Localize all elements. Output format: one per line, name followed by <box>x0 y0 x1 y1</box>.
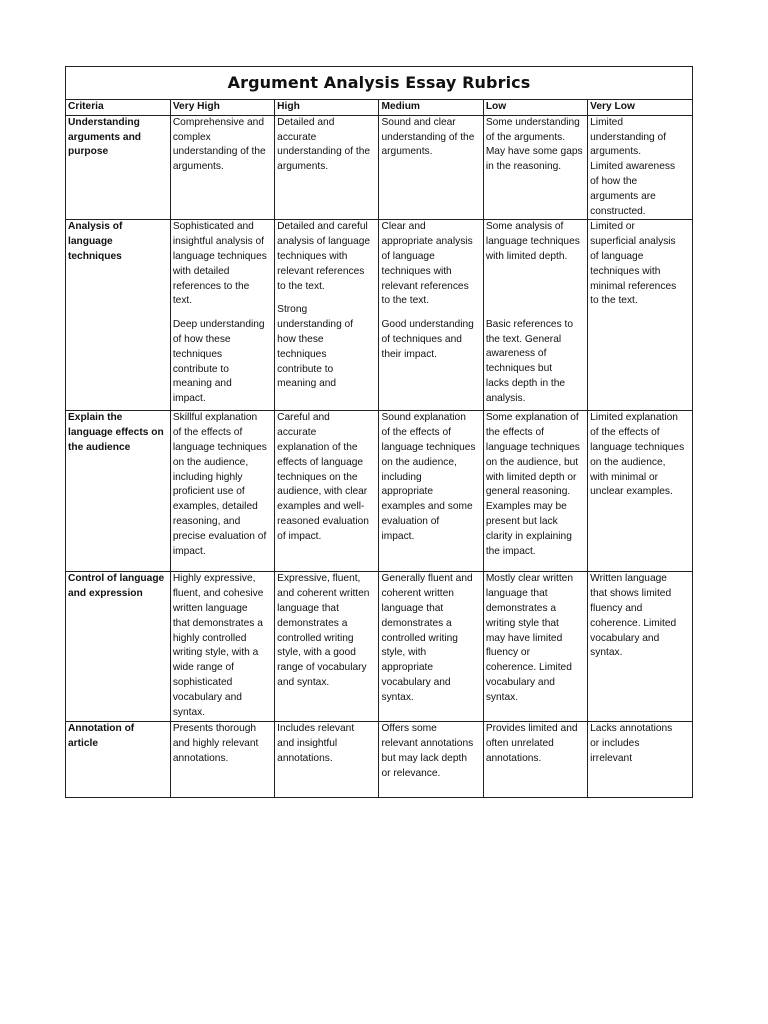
table-row <box>66 572 692 722</box>
descriptor-text: Some explanation of the effects of language techniques on the audience, but with limited depth or general reasoning. Examples may be present but lack clarity in explaining the impact. <box>485 412 580 557</box>
low-cell <box>483 220 587 411</box>
table-row <box>66 220 692 411</box>
criteria-label: Annotation of article <box>68 723 135 750</box>
criteria-label: Analysis of language techniques <box>68 221 123 262</box>
descriptor-text: Sound and clear understanding of the arguments. <box>381 116 475 158</box>
very-low-cell <box>588 411 692 572</box>
table-row <box>66 115 692 220</box>
rubric-sheet <box>65 66 693 798</box>
very-low-cell <box>588 722 692 798</box>
criteria-label: Explain the language effects on the audience <box>68 412 164 453</box>
descriptor-text-secondary: Basic references to the text. General awareness of techniques but lacks depth in the analysis. <box>485 318 574 404</box>
descriptor-text: Provides limited and often unrelated annotations. <box>485 723 578 764</box>
descriptor-text: Sound explanation of the effects of language techniques on the audience, including appropriate examples and some evaluation of impact. <box>381 412 476 542</box>
table-row <box>66 722 692 798</box>
descriptor-text: Detailed and careful analysis of language techniques with relevant references to the text. <box>277 221 371 292</box>
descriptor-text: Clear and appropriate analysis of language techniques with relevant references to the text. <box>381 221 473 307</box>
descriptor-text: Some analysis of language techniques with limited depth. <box>485 221 580 262</box>
medium-cell <box>379 220 483 411</box>
descriptor-text: Highly expressive, fluent, and cohesive written language that demonstrates a highly controlled writing style, with a wide range of sophisticated vocabulary and syntax. <box>172 573 264 718</box>
descriptor-text: Some understanding of the arguments. May have some gaps in the reasoning. <box>485 116 583 173</box>
criteria-label: Control of language and expression <box>68 573 165 600</box>
very-high-cell <box>170 220 274 411</box>
descriptor-text: Skillful explanation of the effects of language techniques on the audience, including highly proficient use of examples, detailed reasoning, and precise evaluation of impact. <box>172 412 267 557</box>
descriptor-text: Offers some relevant annotations but may lack depth or relevance. <box>381 723 474 779</box>
very-low-cell <box>588 220 692 411</box>
very-high-cell <box>170 722 274 798</box>
header-high: High <box>275 100 379 115</box>
descriptor-text: Limited or superficial analysis of language techniques with minimal references to the text. <box>590 221 677 307</box>
descriptor-text: Includes relevant and insightful annotations. <box>277 723 355 764</box>
rubric-table <box>66 100 692 797</box>
very-low-cell <box>588 572 692 722</box>
header-criteria: Criteria <box>66 100 170 115</box>
descriptor-text-secondary: Good understanding of techniques and their impact. <box>381 319 474 360</box>
medium-cell <box>379 722 483 798</box>
descriptor-text: Detailed and accurate understanding of the arguments. <box>277 116 371 173</box>
descriptor-text-secondary: Deep understanding of how these techniques contribute to meaning and impact. <box>172 319 265 405</box>
very-high-cell <box>170 572 274 722</box>
descriptor-text: Lacks annotations or includes irrelevant <box>590 723 673 764</box>
page-title: Argument Analysis Essay Rubrics <box>66 67 692 100</box>
descriptor-text: Careful and accurate explanation of the effects of language techniques on the audience, with clear examples and well- reasoned evaluation of impact. <box>277 412 369 542</box>
table-row <box>66 411 692 572</box>
criteria-cell <box>66 411 170 572</box>
criteria-cell <box>66 115 170 220</box>
criteria-cell <box>66 572 170 722</box>
low-cell <box>483 722 587 798</box>
high-cell <box>275 572 379 722</box>
descriptor-text-secondary: Strong understanding of how these techniques contribute to meaning and <box>277 304 354 390</box>
header-low: Low <box>483 100 587 115</box>
descriptor-text: Expressive, fluent, and coherent written language that demonstrates a controlled writing style, with a good range of vocabulary and syntax. <box>277 573 370 688</box>
high-cell <box>275 220 379 411</box>
very-low-cell <box>588 115 692 220</box>
descriptor-text: Sophisticated and insightful analysis of language techniques with detailed references to the text. <box>172 221 267 307</box>
high-cell <box>275 115 379 220</box>
very-high-cell <box>170 411 274 572</box>
header-row <box>66 100 692 115</box>
low-cell <box>483 411 587 572</box>
header-very-high: Very High <box>170 100 274 115</box>
very-high-cell <box>170 115 274 220</box>
descriptor-text: Written language that shows limited fluency and coherence. Limited vocabulary and syntax. <box>590 573 677 659</box>
medium-cell <box>379 411 483 572</box>
criteria-cell <box>66 220 170 411</box>
descriptor-text: Limited understanding of arguments. Limited awareness of how the arguments are constructed. <box>590 116 676 217</box>
descriptor-text: Presents thorough and highly relevant annotations. <box>172 723 259 764</box>
header-very-low: Very Low <box>588 100 692 115</box>
low-cell <box>483 572 587 722</box>
descriptor-text: Mostly clear written language that demonstrates a writing style that may have limited fluency or coherence. Limited vocabulary and syntax. <box>485 573 573 703</box>
low-cell <box>483 115 587 220</box>
medium-cell <box>379 115 483 220</box>
descriptor-text: Comprehensive and complex understanding of the arguments. <box>172 116 266 173</box>
criteria-label: Understanding arguments and purpose <box>68 116 142 158</box>
criteria-cell <box>66 722 170 798</box>
medium-cell <box>379 572 483 722</box>
descriptor-text: Limited explanation of the effects of language techniques on the audience, with minimal or unclear examples. <box>590 412 685 498</box>
high-cell <box>275 722 379 798</box>
high-cell <box>275 411 379 572</box>
descriptor-text: Generally fluent and coherent written language that demonstrates a controlled writing style, with appropriate vocabulary and syntax. <box>381 573 473 703</box>
header-medium: Medium <box>379 100 483 115</box>
